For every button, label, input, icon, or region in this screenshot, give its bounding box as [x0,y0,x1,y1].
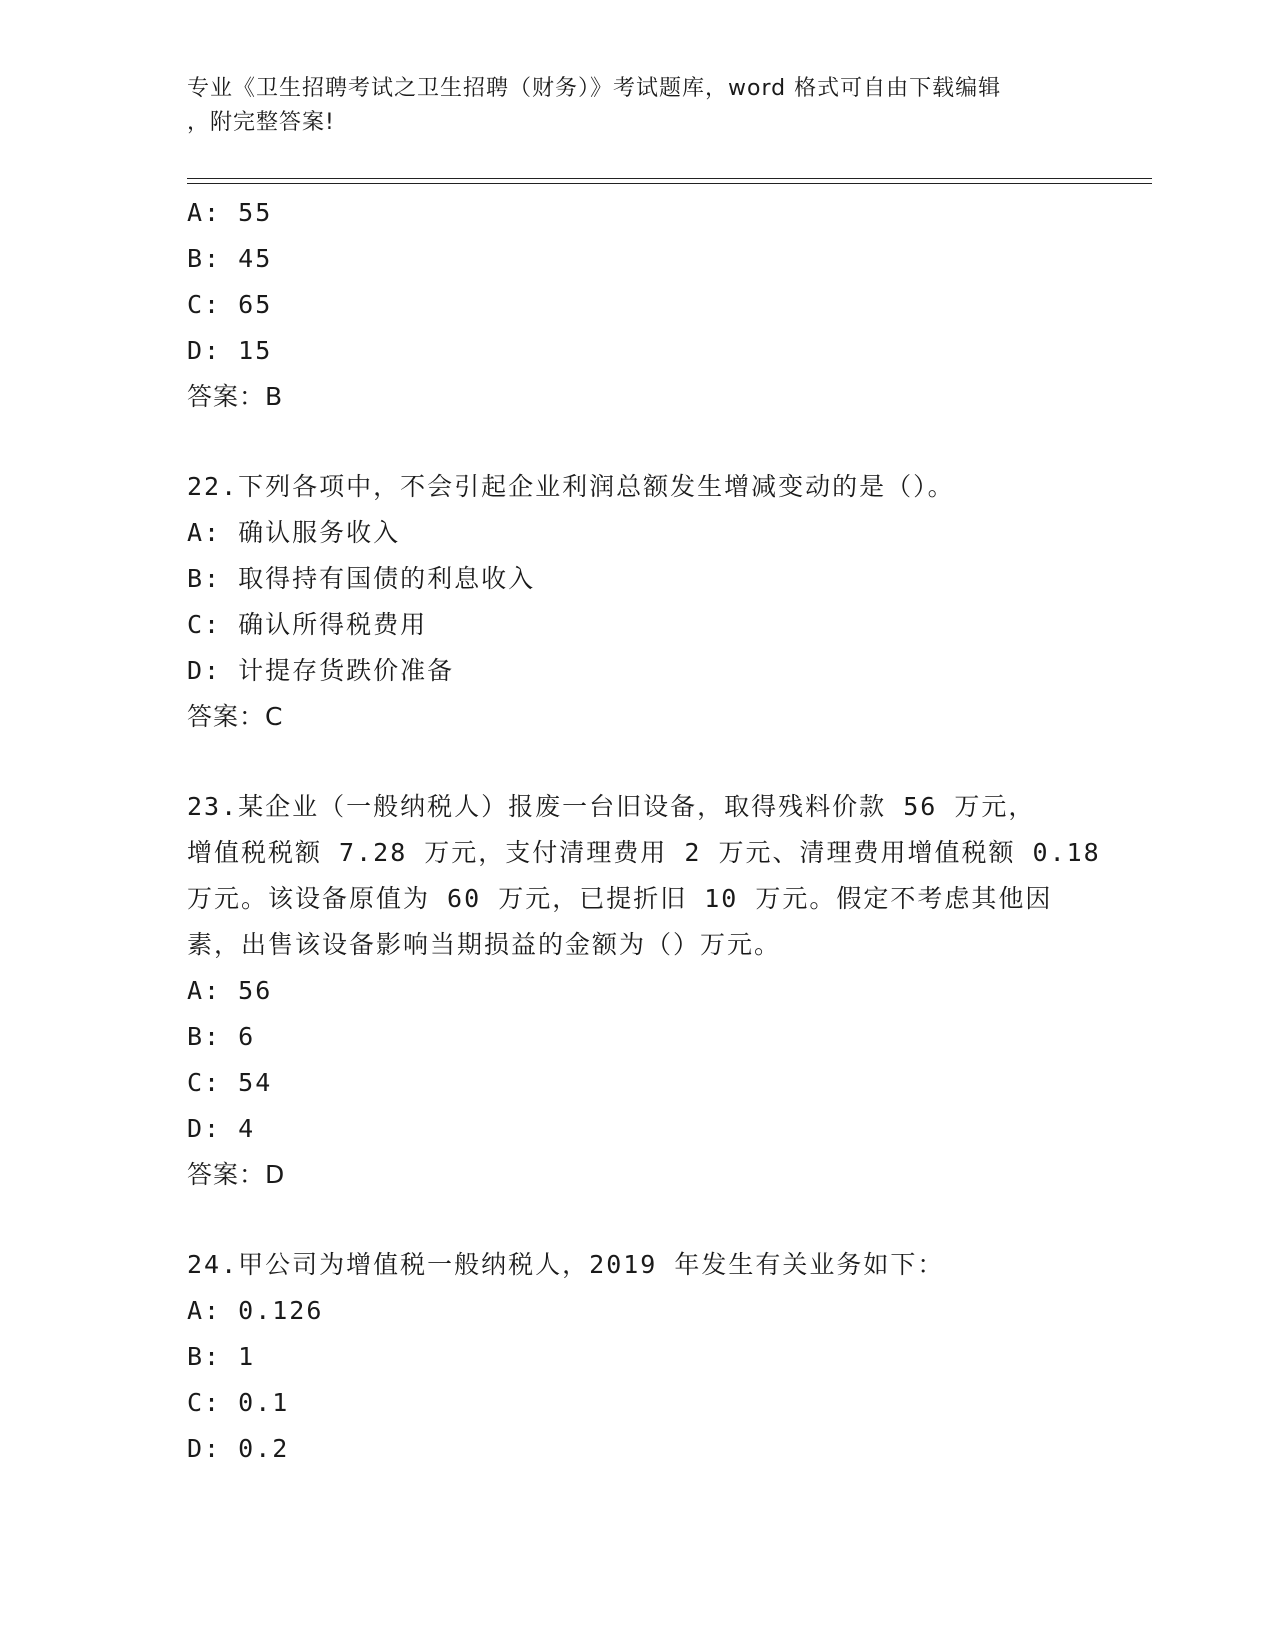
header-line-1: 专业《卫生招聘考试之卫生招聘（财务）》考试题库，word 格式可自由下载编辑 [187,76,1002,101]
question-text-line-4: 素，出售该设备影响当期损益的金额为（）万元。 [187,930,782,959]
answer-label: 答案：D [187,1160,286,1189]
question-text-line-3: 万元。该设备原值为 60 万元，已提折旧 10 万元。假定不考虑其他因 [187,884,1053,913]
option-d: D: 0.2 [187,1434,290,1463]
header-divider-top [187,178,1152,179]
option-d: D: 15 [187,336,273,365]
option-b: B: 1 [187,1342,256,1371]
option-b: B: 45 [187,244,273,273]
answer-label: 答案：B [187,382,284,411]
answer-label: 答案：C [187,702,284,731]
question-text-line-1: 23.某企业（一般纳税人）报废一台旧设备，取得残料价款 56 万元， [187,792,1036,821]
header-divider-bottom [187,183,1152,184]
option-a: A: 56 [187,976,273,1005]
spacer [187,420,1087,464]
spacer [187,740,1087,784]
question-block-22 [187,464,1087,740]
option-b: B: 6 [187,1022,256,1051]
question-text-line-2: 增值税税额 7.28 万元，支付清理费用 2 万元、清理费用增值税额 0.18 [187,838,1101,867]
option-c: C: 65 [187,290,273,319]
header-line-2: ，附完整答案! [187,110,335,135]
question-block-23 [187,784,1101,1198]
question-block-21 [187,190,1087,420]
question-list [187,190,1101,1472]
option-b: B: 取得持有国债的利息收入 [187,564,536,593]
document-header [187,72,1087,140]
option-d: D: 计提存货跌价准备 [187,656,455,685]
option-a: A: 0.126 [187,1296,324,1325]
option-c: C: 0.1 [187,1388,290,1417]
question-text: 22.下列各项中，不会引起企业利润总额发生增减变动的是（）。 [187,472,955,501]
option-c: C: 54 [187,1068,273,1097]
option-d: D: 4 [187,1114,256,1143]
question-block-24 [187,1242,1087,1472]
question-text: 24.甲公司为增值税一般纳税人，2019 年发生有关业务如下： [187,1250,945,1279]
spacer [187,1198,1087,1242]
option-a: A: 确认服务收入 [187,518,401,547]
option-a: A: 55 [187,198,273,227]
option-c: C: 确认所得税费用 [187,610,428,639]
